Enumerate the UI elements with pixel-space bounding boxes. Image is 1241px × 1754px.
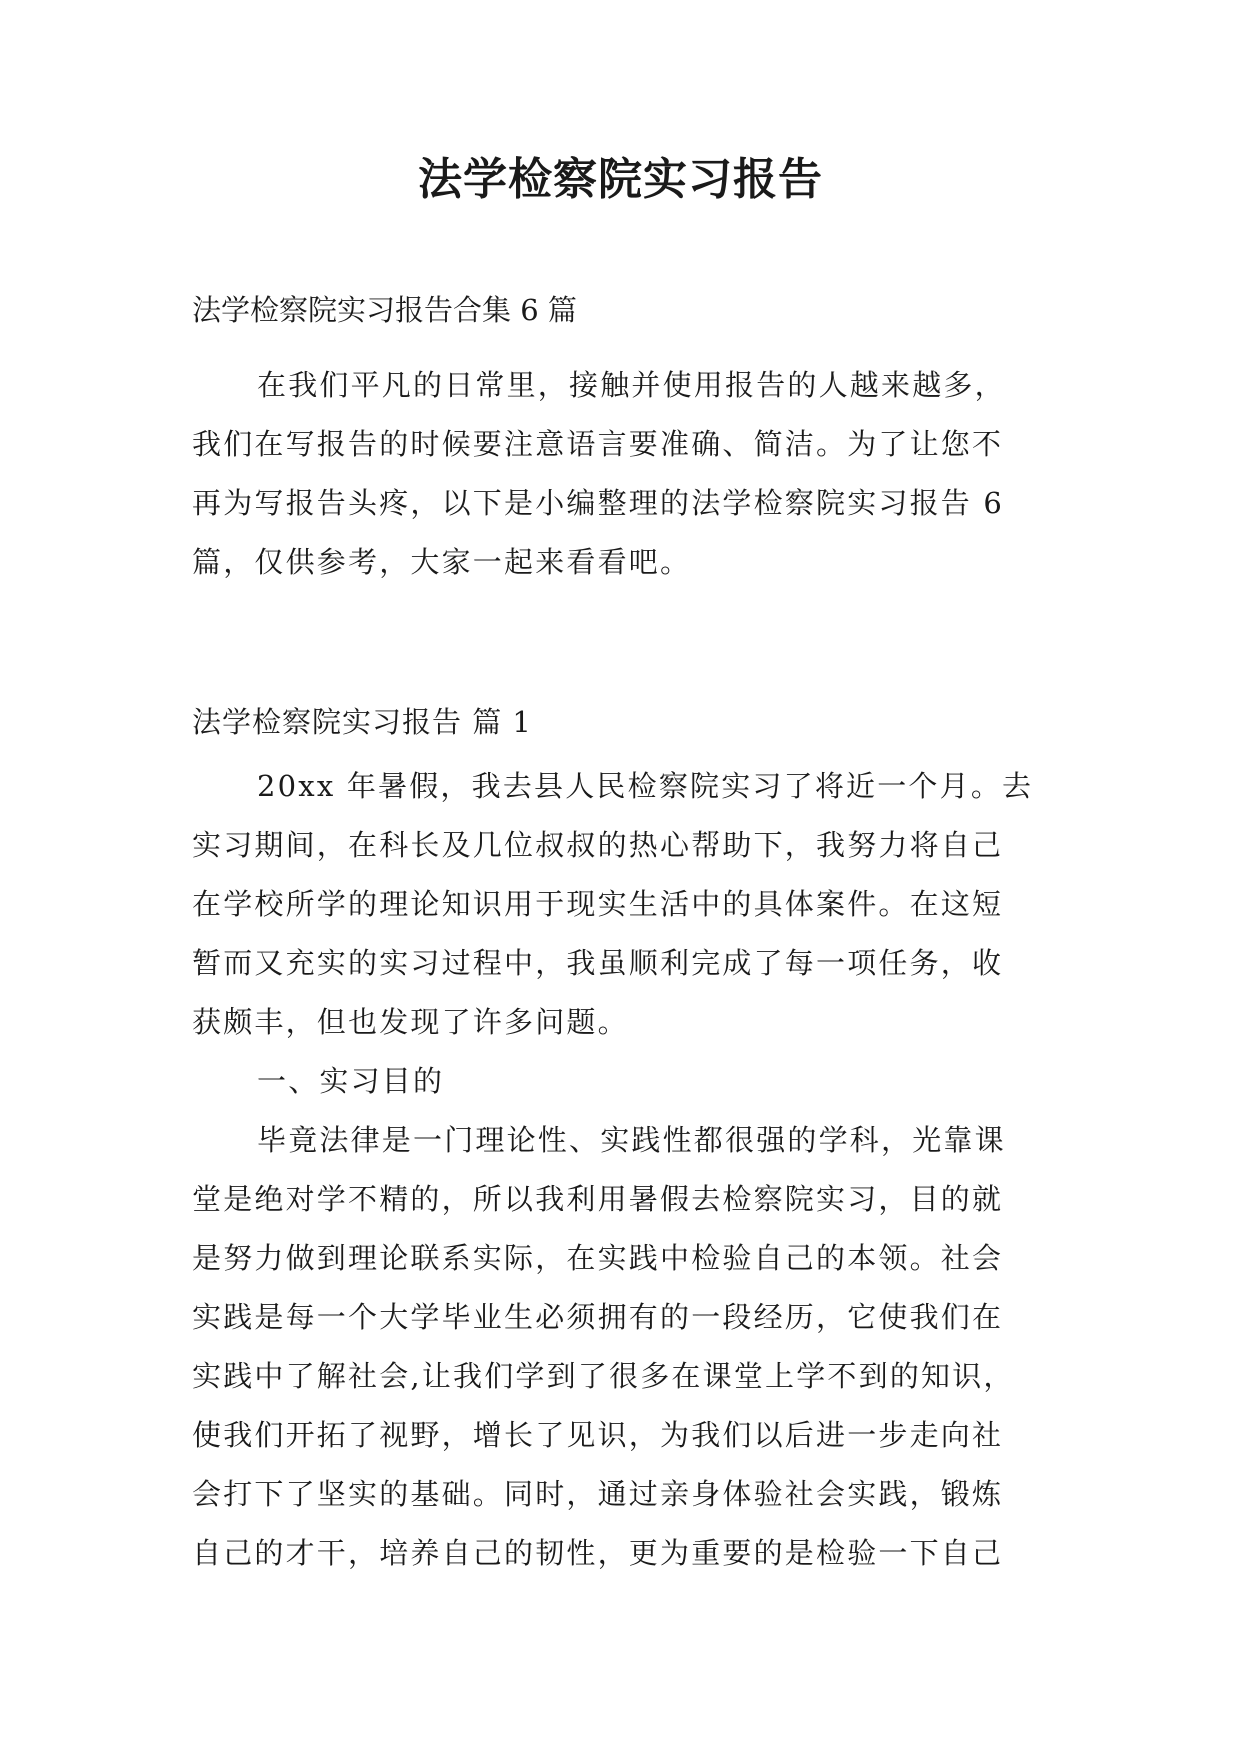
body-line: 毕竟法律是一门理论性、实践性都很强的学科，光靠课 bbox=[257, 1123, 1006, 1157]
body-line: 堂是绝对学不精的，所以我利用暑假去检察院实习，目的就 bbox=[192, 1182, 1004, 1216]
body-line: 在学校所学的理论知识用于现实生活中的具体案件。在这短 bbox=[192, 887, 1004, 921]
intro-paragraph bbox=[192, 356, 1052, 592]
body-line: 获颇丰，但也发现了许多问题。 bbox=[192, 1005, 629, 1039]
intro-line: 再为写报告头疼，以下是小编整理的法学检察院实习报告 6 bbox=[192, 486, 1005, 520]
section-subheading: 一、实习目的 bbox=[257, 1064, 445, 1098]
body-line: 实践中了解社会,让我们学到了很多在课堂上学不到的知识， bbox=[192, 1359, 1015, 1393]
intro-line: 我们在写报告的时候要注意语言要准确、简洁。为了让您不 bbox=[192, 427, 1004, 461]
body-line: 实践是每一个大学毕业生必须拥有的一段经历，它使我们在 bbox=[192, 1300, 1004, 1334]
body-line: 使我们开拓了视野，增长了见识，为我们以后进一步走向社 bbox=[192, 1418, 1004, 1452]
body-line: 自己的才干，培养自己的韧性，更为重要的是检验一下自己 bbox=[192, 1536, 1004, 1570]
intro-line: 篇，仅供参考，大家一起来看看吧。 bbox=[192, 545, 692, 579]
body-text bbox=[192, 757, 1052, 1583]
section-heading: 法学检察院实习报告 篇 1 bbox=[192, 705, 532, 739]
document-title: 法学检察院实习报告 bbox=[418, 154, 823, 205]
intro-line: 在我们平凡的日常里，接触并使用报告的人越来越多， bbox=[257, 368, 1006, 402]
body-line: 暂而又充实的实习过程中，我虽顺利完成了每一项任务，收 bbox=[192, 946, 1004, 980]
document-subtitle: 法学检察院实习报告合集 6 篇 bbox=[192, 293, 577, 327]
body-line: 会打下了坚实的基础。同时，通过亲身体验社会实践，锻炼 bbox=[192, 1477, 1004, 1511]
body-line: 是努力做到理论联系实际，在实践中检验自己的本领。社会 bbox=[192, 1241, 1004, 1275]
body-line: 实习期间，在科长及几位叔叔的热心帮助下，我努力将自己 bbox=[192, 828, 1004, 862]
body-line: 20xx 年暑假，我去县人民检察院实习了将近一个月。去 bbox=[257, 769, 1034, 803]
